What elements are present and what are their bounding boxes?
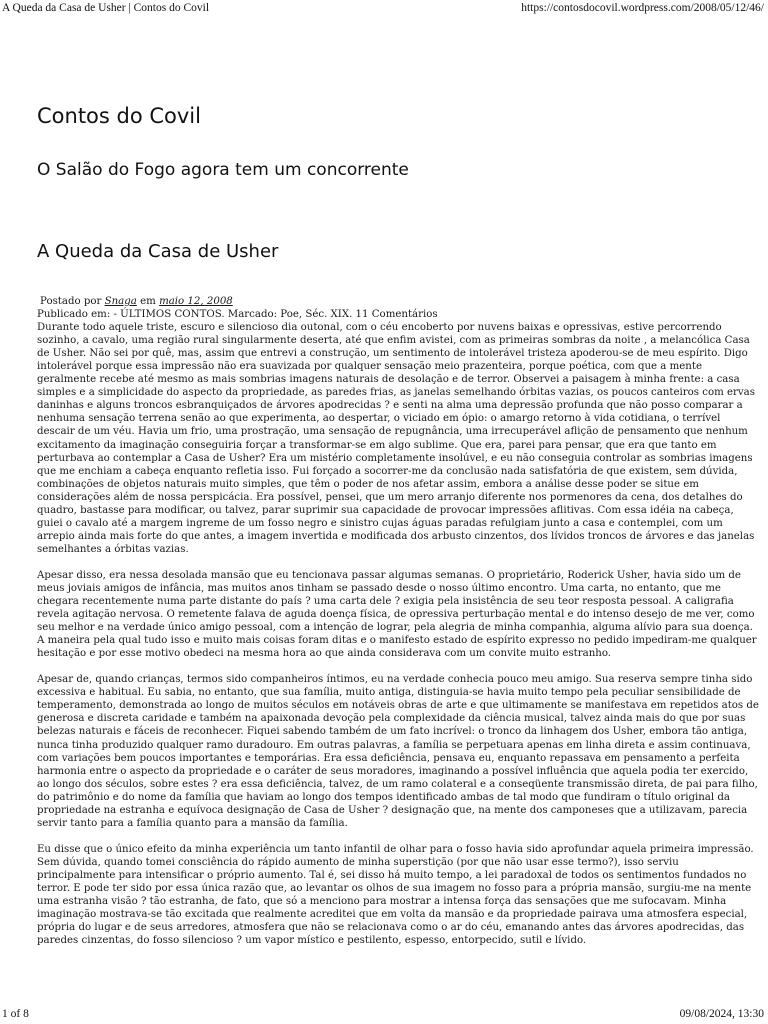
post-content	[37, 295, 759, 960]
date-link[interactable]: maio 12, 2008	[159, 296, 233, 307]
post-title[interactable]: A Queda da Casa de Usher	[37, 241, 279, 262]
posted-by-label: Postado por	[40, 296, 102, 307]
in-label: em	[140, 296, 156, 307]
paragraph: Eu disse que o único efeito da minha experiência um tanto infantil de olhar para o fosso havia sido aprofundar aquela primeira impressão. Sem dúvida, quando tomei consciência do rápido aumento de minha superstição (por que não usar esse termo?), isso serviu principalmente para intensificar o próprio aumento. Tal é, sei disso há muito tempo, a lei paradoxal de todos os sentimentos fundados no terror. E pode ter sido por essa única razão que, ao levantar os olhos de sua imagem no fosso para a própria mansão, surgiu-me na mente uma estranha visão ? tão estranha, de fato, que só a menciono para mostrar a intensa força das sensações que me sufocavam. Minha imaginação mostrava-se tão excitada que realmente acreditei que em volta da mansão e da propriedade pairava uma atmosfera especial, própria do lugar e de seus arredores, atmosfera que não se relacionava como o ar do céu, emanando antes das árvores apodrecidas, das paredes cinzentas, do fosso silencioso ? um vapor místico e pestilento, espesso, entorpecido, sutil e lívido.	[37, 843, 754, 947]
print-header	[0, 2, 768, 14]
print-url: https://contosdocovil.wordpress.com/2008/05/12/46/	[521, 2, 764, 14]
paragraph: Apesar disso, era nessa desolada mansão que eu tencionava passar algumas semanas. O proprietário, Roderick Usher, havia sido um de meus joviais amigos de infância, mas muitos anos tinham se passado desde o nosso último encontro. Uma carta, no entanto, que me chegara recentemente numa parte distante do país ? uma carta dele ? exigia pela insistência de seu teor resposta pessoal. A caligrafia revela agitação nervosa. O remetente falava de aguda doença física, de opressiva perturbação mental e do intenso desejo de me ver, como seu melhor e na verdade único amigo pessoal, com a intenção de lograr, pela alegria de minha companhia, alguma alívio para sua doença. A maneira pela qual tudo isso e muito mais coisas foram ditas e o manifesto estado de espírito expresso no pedido impediram-me qualquer hesitação e por esse motivo obedeci na mesma hora ao que ainda considerava com um convite muito estranho.	[37, 569, 757, 660]
paragraph: Apesar de, quando crianças, termos sido companheiros íntimos, eu na verdade conhecia pouco meu amigo. Sua reserva sempre tinha sido excessiva e habitual. Eu sabia, no entanto, que sua família, muito antiga, distinguia-se havia muito tempo pela peculiar sensibilidade de temperamento, demonstrada ao longo de muitos séculos em notáveis obras de arte e que ultimamente se manifestava em repetidos atos de generosa e discreta caridade e também na apaixonada devoção pela complexidade da ciência musical, talvez ainda mais do que por suas belezas naturais e fáceis de reconhecer. Fiquei sabendo também de um fato incrível: o tronco da linhagem dos Usher, embora tão antiga, nunca tinha produzido qualquer ramo duradouro. Em outras palavras, a família se perpetuara apenas em linha direta e assim continuava, com variações bem poucos importantes e temporárias. Era essa deficiência, pensava eu, enquanto repassava em pensamento a perfeita harmonia entre o aspecto da propriedade e o caráter de seus moradores, imaginando a possível influência que aquela podia ter exercido, ao longo dos séculos, sobre estes ? era essa deficiência, talvez, de um ramo colateral e a conseqüente transmissão direta, de pai para filho, do patrimônio e do nome da família que haviam ao longo dos tempos identificado ambas de tal modo que fundiram o título original da propriedade na estranha e equívoca designação de Casa de Usher ? designação que, na mente dos camponeses que a utilizavam, parecia servir tanto para a família quanto para a mansão da família.	[37, 674, 759, 829]
printed-at: 09/08/2024, 13:30	[679, 1008, 764, 1020]
blog-title[interactable]: Contos do Covil	[37, 104, 201, 128]
print-page-title: A Queda da Casa de Usher | Contos do Covil	[2, 2, 210, 14]
author-link[interactable]: Snaga	[104, 296, 137, 307]
blog-description: O Salão do Fogo agora tem um concorrente	[37, 160, 409, 180]
post-byline	[37, 295, 759, 308]
page-number: 1 of 8	[2, 1008, 29, 1020]
print-footer	[0, 1008, 768, 1020]
post-meta: Publicado em: - ÚLTIMOS CONTOS. Marcado: Poe, Séc. XIX. 11 Comentários	[37, 309, 438, 321]
paragraph: Durante todo aquele triste, escuro e silencioso dia outonal, com o céu encoberto por nuvens baixas e opressivas, estive percorrendo sozinho, a cavalo, uma região rural singularmente deserta, até que enfim avistei, com as primeiras sombras da noite , a melancólica Casa de Usher. Não sei por quê, mas, assim que entrevi a construção, um sentimento de intolerável tristeza apoderou-se de meu espírito. Digo intolerável porque essa impressão não era suavizada por qualquer sensação meio prazenteira, porque poética, com que a mente geralmente recebe até mesmo as mais sombrias imagens naturais de desolação e de terror. Observei a paisagem à minha frente: a casa simples e a simplicidade do aspecto da propriedade, as paredes frias, as janelas semelhando órbitas vazias, os poucos canteiros com ervas daninhas e alguns troncos esbranquiçados de árvores apodrecidas ? e senti na alma uma depressão profunda que não posso comparar a nenhuma sensação terrena senão ao que experimenta, ao despertar, o viciado em ópio: o amargo retorno à vida cotidiana, o terrível descair de um véu. Havia um frio, uma prostração, uma sensação de repugnância, uma irrecuperável aflição de pensamento que nenhum excitamento da imaginação conseguiria forçar a transformar-se em algo sublime. Que era, parei para pensar, que era que tanto em perturbava ao contemplar a Casa de Usher? Era um mistério completamente insolúvel, e eu não conseguia controlar as sombrias imagens que me enchiam a cabeça enquanto refletia isso. Fui forçado a socorrer-me da conclusão nada satisfatória de que existem, sem dúvida, combinações de objetos naturais muito simples, que têm o poder de nos afetar assim, embora a análise desse poder se situe em considerações além de nossa perspicácia. Era possível, pensei, que um mero arranjo diferente nos pormenores da cena, dos detalhes do quadro, bastasse para modificar, ou talvez, parar suprimir sua capacidade de provocar impressões aflitivas. Com essa idéia na cabeça, guiei o cavalo até a margem ingreme de um fosso negro e sinistro cujas águas paradas refulgiam junto a casa e contemplei, com um arrepio ainda mais forte do que antes, a imagem invertida e modificada dos arbusto cinzentos, dos lívidos troncos de árvores e das janelas semelhantes a órbitas vazias.	[37, 322, 755, 555]
